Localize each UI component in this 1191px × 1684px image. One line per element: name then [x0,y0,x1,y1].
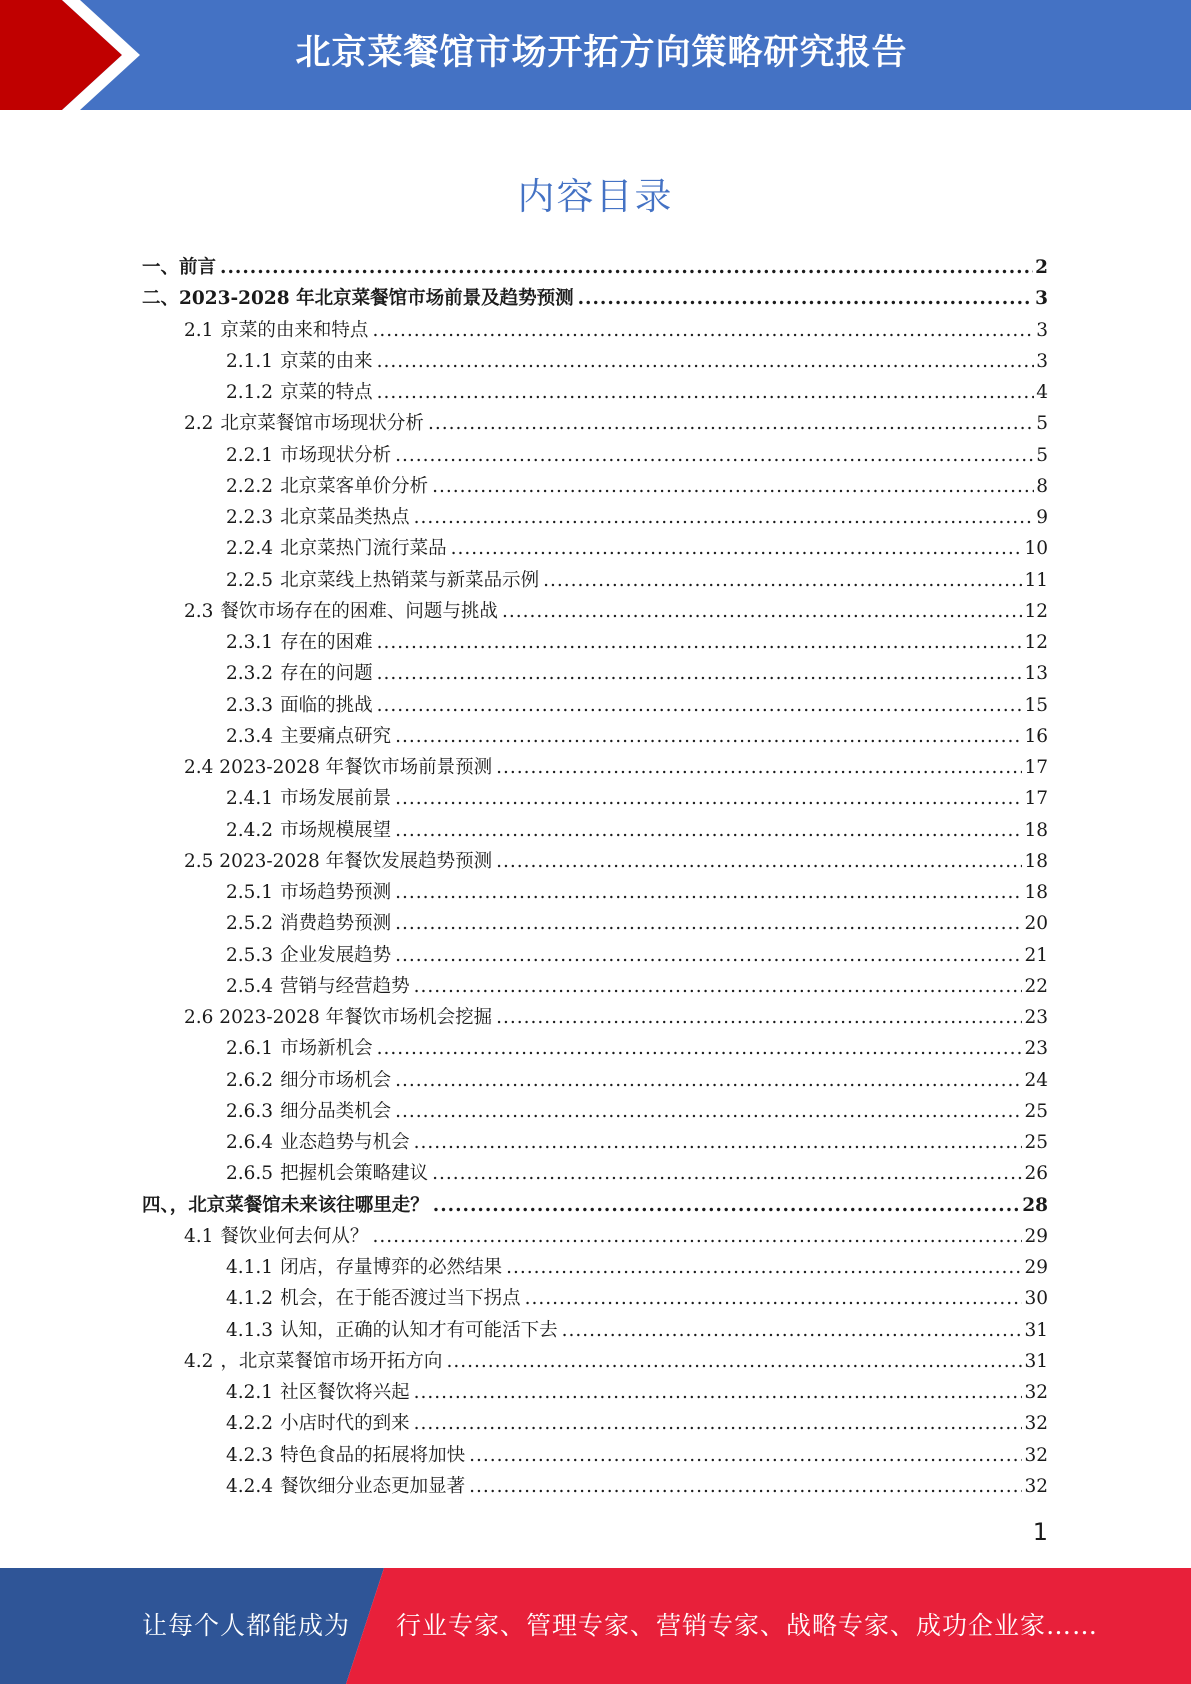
toc-leader-dots [395,882,1022,903]
footer-banner [0,1568,1191,1684]
toc-entry-page: 22 [1024,975,1048,997]
footer-slogan-right: 行业专家、管理专家、营销专家、战略专家、成功企业家…… [396,1611,1099,1640]
toc-entry-page: 30 [1024,1288,1048,1310]
toc-entry-label [226,878,391,904]
toc-entry[interactable] [142,1003,1048,1034]
toc-entry-label [226,566,539,592]
toc-entry-text: 北京菜线上热销菜与新菜品示例 [280,569,540,591]
toc-entry-page: 17 [1024,788,1048,810]
toc-leader-dots [525,1288,1023,1309]
toc-entry-label [226,1441,465,1467]
toc-entry-text: 2.4 2023-2028 年餐饮市场前景预测 [184,757,493,778]
toc-leader-dots [432,476,1034,497]
toc-entry-label [184,1222,368,1248]
toc-entry-page: 13 [1024,663,1048,685]
toc-entry-number: 2.2 [184,413,214,435]
toc-entry[interactable] [142,1409,1048,1440]
toc-leader-dots [578,288,1034,309]
toc-entry-page: 32 [1024,1413,1048,1435]
toc-leader-dots [428,413,1034,434]
toc-entry-label [226,378,373,404]
toc-entry-page: 31 [1024,1319,1048,1341]
toc-leader-dots [372,320,1034,341]
toc-entry[interactable] [142,378,1048,409]
toc-entry-number: 2.5.2 [226,913,274,935]
toc-entry-page: 24 [1024,1069,1048,1091]
toc-entry-label [226,534,447,560]
toc-entry[interactable] [142,1347,1048,1378]
toc-entry-text: 闭店，存量博弈的必然结果 [280,1257,503,1278]
toc-entry-text: 企业发展趋势 [280,944,392,966]
toc-leader-dots [395,445,1034,466]
toc-leader-dots [372,1226,1022,1247]
toc-leader-dots [395,1070,1022,1091]
toc-entry-label [226,503,410,529]
toc-entry-number: 4.1 [184,1225,214,1247]
toc-entry-number: 2.1 [184,319,214,341]
toc-entry-number: 2.4.2 [226,819,274,841]
toc-entry[interactable] [142,534,1048,565]
toc-leader-dots [395,1101,1022,1122]
toc-entry-number: 4.2.2 [226,1413,274,1435]
toc-leader-dots [220,257,1033,278]
toc-entry[interactable] [142,503,1048,534]
toc-entry-text: 业态趋势与机会 [280,1132,410,1153]
toc-entry-page: 25 [1024,1100,1048,1122]
toc-entry-page: 32 [1024,1382,1048,1403]
toc-entry-page: 23 [1024,1038,1048,1060]
toc-leader-dots [414,976,1023,997]
toc-entry-page: 18 [1024,882,1048,903]
toc-entry[interactable] [142,441,1048,472]
toc-entry-text: 细分品类机会 [280,1100,392,1122]
toc-entry-page: 12 [1024,632,1048,653]
toc-entry-number: 2.6.5 [226,1163,274,1185]
toc-entry-page: 3 [1036,319,1048,341]
toc-entry-text: 小店时代的到来 [280,1413,410,1435]
table-of-contents [142,253,1048,1503]
toc-leader-dots [496,757,1022,778]
toc-leader-dots [414,507,1035,528]
toc-entry[interactable] [142,753,1048,784]
toc-entry-text: 细分市场机会 [280,1069,392,1091]
toc-leader-dots [395,726,1022,747]
toc-entry-page: 16 [1024,725,1048,747]
toc-entry-number: 2.4.1 [226,788,274,810]
toc-entry[interactable] [142,628,1048,659]
toc-leader-dots [414,1132,1023,1153]
toc-entry-page: 21 [1024,944,1048,966]
footer-slogan-left: 让每个人都能成为 [142,1611,351,1640]
toc-entry-text: 市场新机会 [280,1038,373,1060]
toc-entry-page: 3 [1035,288,1048,310]
toc-entry-text: 市场规模展望 [280,819,392,841]
toc-entry[interactable] [142,1159,1048,1190]
toc-leader-dots [414,1382,1023,1403]
toc-entry-label [226,1378,410,1404]
toc-entry-page: 5 [1036,413,1048,435]
toc-entry-label [184,1347,442,1373]
toc-leader-dots [451,538,1023,559]
toc-entry-number: 2.3.1 [226,632,274,653]
toc-entry-label [226,972,410,998]
toc-entry-label [226,784,391,810]
report-title: 北京菜餐馆市场开拓方向策略研究报告 [295,33,908,73]
toc-entry-text: 市场现状分析 [280,444,392,466]
toc-entry-number: 2.3.3 [226,694,274,716]
toc-entry-number: 2.2.2 [226,475,274,497]
toc-entry-text: 北京菜餐馆市场现状分析 [220,413,424,435]
toc-entry-text: 认知，正确的认知才有可能活下去 [280,1319,558,1341]
toc-entry-label [184,597,498,623]
toc-entry-page: 32 [1024,1475,1048,1497]
toc-entry-text: 特色食品的拓展将加快 [280,1444,466,1466]
toc-entry-number: 4.2.1 [226,1382,274,1403]
toc-entry-label [226,941,391,967]
toc-entry[interactable] [142,659,1048,690]
toc-entry[interactable] [142,1472,1048,1503]
toc-entry-page: 25 [1024,1132,1048,1153]
toc-entry-text: 存在的困难 [280,632,373,653]
toc-leader-dots [395,945,1022,966]
toc-entry-label [142,253,216,279]
toc-entry[interactable] [142,1253,1048,1284]
toc-leader-dots [432,1163,1022,1184]
toc-entry-text: 面临的挑战 [280,694,373,716]
toc-entry-label [226,472,428,498]
toc-entry[interactable] [142,909,1048,940]
toc-entry-number: 2.1.1 [226,350,274,372]
toc-entry-number: 4.2 [184,1350,214,1372]
toc-entry[interactable] [142,816,1048,847]
toc-entry-label [226,1066,391,1092]
toc-entry-number: 2.1.2 [226,382,274,403]
toc-entry-text: 2.5 2023-2028 年餐饮发展趋势预测 [184,850,493,872]
toc-entry-text: 存在的问题 [280,663,373,685]
toc-entry[interactable] [142,347,1048,378]
toc-entry-text: 京菜的由来 [280,350,373,372]
toc-entry[interactable] [142,316,1048,347]
toc-entry-label [142,284,574,310]
toc-leader-dots [377,1038,1023,1059]
toc-entry[interactable] [142,1441,1048,1472]
toc-entry-number: 2.5.1 [226,882,274,903]
toc-entry-text: 北京菜品类热点 [280,507,410,528]
toc-entry-text: 消费趋势预测 [280,913,392,935]
toc-entry[interactable] [142,597,1048,628]
toc-entry-label [226,1128,410,1154]
toc-entry-text: 餐饮市场存在的困难、问题与挑战 [220,600,498,622]
toc-entry[interactable] [142,1378,1048,1409]
toc-entry[interactable] [142,1316,1048,1347]
toc-entry-page: 18 [1024,850,1048,872]
toc-leader-dots [395,820,1022,841]
toc-entry-page: 29 [1024,1257,1048,1278]
toc-leader-dots [496,851,1022,872]
toc-entry-label [226,1316,558,1342]
toc-entry[interactable] [142,566,1048,597]
toc-entry-label [226,909,391,935]
toc-entry[interactable] [142,1191,1048,1222]
toc-entry[interactable] [142,878,1048,909]
toc-entry-number: 2.2.5 [226,569,274,591]
toc-entry-label [226,1409,410,1435]
toc-entry-label [184,409,424,435]
toc-entry[interactable] [142,253,1048,284]
toc-entry-text: 市场发展前景 [280,788,392,810]
toc-entry-number: 2.3 [184,600,214,622]
toc-entry-label [226,691,373,717]
toc-entry-number: 2.2.3 [226,507,274,528]
toc-entry-label [184,1003,492,1029]
toc-entry-page: 17 [1024,757,1048,778]
toc-entry[interactable] [142,1222,1048,1253]
toc-entry-page: 29 [1024,1225,1048,1247]
toc-entry-label [184,753,492,779]
toc-entry[interactable] [142,847,1048,878]
toc-leader-dots [377,695,1023,716]
toc-entry-text: 2.6 2023-2028 年餐饮市场机会挖掘 [184,1007,493,1028]
toc-entry-page: 5 [1036,444,1048,466]
toc-entry-label [226,1097,391,1123]
toc-entry-label [226,1159,428,1185]
toc-leader-dots [395,788,1022,809]
toc-entry-number: 2.6.1 [226,1038,274,1060]
toc-entry-text: 京菜的由来和特点 [220,319,369,341]
toc-entry[interactable] [142,784,1048,815]
toc-entry-label [184,316,368,342]
toc-entry-page: 11 [1024,569,1048,591]
toc-entry-number: 2.3.4 [226,725,274,747]
toc-title: 内容目录 [517,175,674,218]
toc-entry-page: 12 [1024,600,1048,622]
toc-entry-text: 四、，北京菜餐馆未来该往哪里走？ [142,1194,429,1216]
toc-entry[interactable] [142,1284,1048,1315]
toc-entry-number: 4.2.3 [226,1444,274,1466]
toc-leader-dots [506,1257,1022,1278]
toc-leader-dots [433,1195,1020,1216]
toc-entry-page: 15 [1024,694,1048,716]
toc-entry-page: 32 [1024,1444,1048,1466]
toc-entry-page: 18 [1024,819,1048,841]
toc-entry-page: 8 [1036,475,1048,497]
toc-entry-label [226,347,373,373]
toc-entry-number: 2.6.2 [226,1069,274,1091]
toc-entry[interactable] [142,472,1048,503]
toc-entry-label [226,1284,521,1310]
toc-entry[interactable] [142,1097,1048,1128]
header-banner [0,0,1191,110]
toc-entry-number: 4.1.3 [226,1319,274,1341]
toc-leader-dots [377,663,1023,684]
toc-entry-number: 2.6.4 [226,1132,274,1153]
toc-entry[interactable] [142,284,1048,315]
toc-entry[interactable] [142,409,1048,440]
toc-entry[interactable] [142,1034,1048,1065]
toc-entry-label [184,847,492,873]
toc-entry-page: 28 [1022,1194,1048,1216]
toc-entry-page: 10 [1024,538,1048,560]
toc-entry-text: 二、2023-2028 年北京菜餐馆市场前景及趋势预测 [142,288,574,310]
toc-entry-page: 26 [1024,1163,1048,1185]
toc-entry-text: 机会，在于能否渡过当下拐点 [280,1288,521,1310]
toc-entry-number: 2.2.4 [226,538,274,560]
toc-entry-page: 2 [1035,257,1048,278]
toc-entry-label [226,1253,502,1279]
toc-entry-number: 4.1.1 [226,1257,274,1278]
toc-leader-dots [395,913,1022,934]
toc-leader-dots [446,1351,1022,1372]
toc-entry-label [226,659,373,685]
toc-entry-page: 9 [1036,507,1048,528]
page-number: 1 [1032,1518,1048,1546]
toc-entry-text: 北京菜客单价分析 [280,475,429,497]
toc-entry-number: 2.6.3 [226,1100,274,1122]
toc-entry-text: 营销与经营趋势 [280,975,410,997]
toc-entry-number: 2.5.3 [226,944,274,966]
toc-entry-number: 4.1.2 [226,1288,274,1310]
toc-entry[interactable] [142,691,1048,722]
toc-leader-dots [377,351,1035,372]
toc-leader-dots [562,1320,1023,1341]
toc-entry-text: 餐饮业何去何从？ [220,1225,369,1247]
toc-leader-dots [469,1476,1022,1497]
toc-entry-text: ，北京菜餐馆市场开拓方向 [220,1350,443,1372]
toc-entry[interactable] [142,1066,1048,1097]
toc-entry-label [226,628,373,654]
toc-entry[interactable] [142,972,1048,1003]
toc-leader-dots [377,632,1023,653]
toc-entry-text: 把握机会策略建议 [280,1163,429,1185]
toc-leader-dots [543,570,1022,591]
toc-entry-page: 4 [1036,382,1048,403]
toc-entry-number: 2.2.1 [226,444,274,466]
toc-entry[interactable] [142,1128,1048,1159]
toc-entry-text: 社区餐饮将兴起 [280,1382,410,1403]
toc-entry-page: 23 [1024,1007,1048,1028]
toc-entry-page: 31 [1024,1350,1048,1372]
toc-entry-number: 2.3.2 [226,663,274,685]
toc-entry-text: 餐饮细分业态更加显著 [280,1475,466,1497]
toc-entry[interactable] [142,941,1048,972]
toc-leader-dots [414,1413,1023,1434]
toc-entry[interactable] [142,722,1048,753]
toc-entry-page: 3 [1036,350,1048,372]
toc-leader-dots [502,601,1023,622]
toc-leader-dots [496,1007,1022,1028]
toc-entry-text: 一、前言 [142,257,217,278]
toc-entry-number: 4.2.4 [226,1475,274,1497]
toc-entry-text: 北京菜热门流行菜品 [280,538,447,560]
toc-entry-page: 20 [1024,913,1048,935]
toc-entry-number: 2.5.4 [226,975,274,997]
toc-leader-dots [469,1445,1022,1466]
toc-entry-text: 京菜的特点 [280,382,373,403]
toc-leader-dots [377,382,1035,403]
toc-entry-text: 主要痛点研究 [280,725,392,747]
toc-entry-label [226,1034,373,1060]
toc-entry-label [226,816,391,842]
toc-entry-label [226,722,391,748]
toc-entry-text: 市场趋势预测 [280,882,392,903]
toc-entry-label [226,441,391,467]
toc-entry-label [142,1191,429,1217]
toc-entry-label [226,1472,465,1498]
